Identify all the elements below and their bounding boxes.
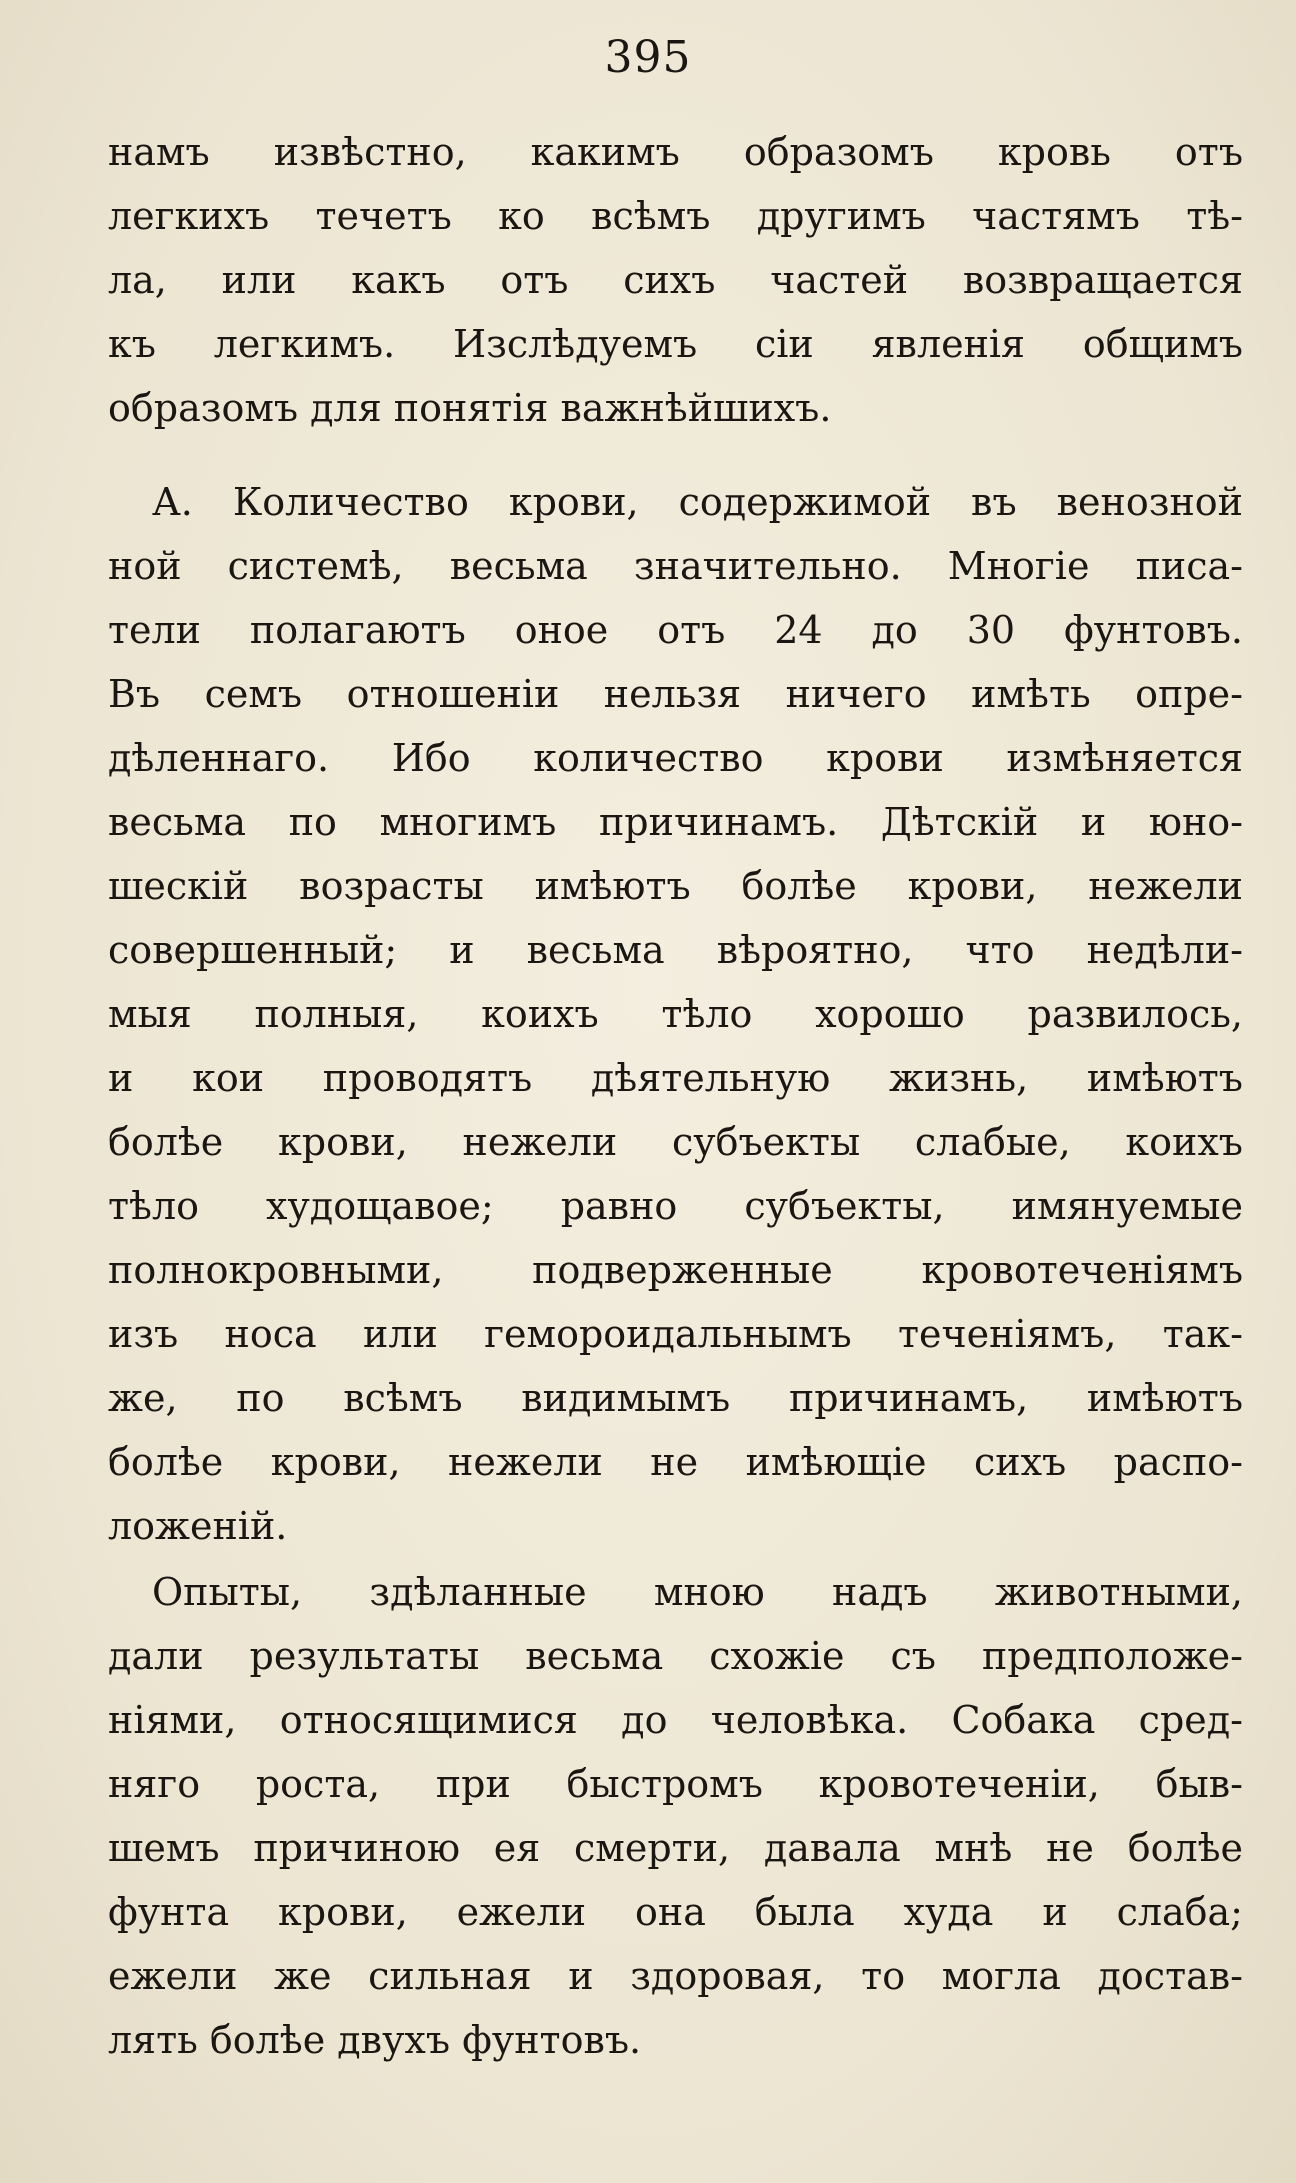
text-line: полнокровными, подверженные кровотеченіямъ: [108, 1248, 1243, 1292]
text-line: дѣленнаго. Ибо количество крови измѣняется: [108, 736, 1243, 780]
text-line: ежели же сильная и здоровая, то могла достав-: [108, 1954, 1243, 1998]
text-line: мыя полныя, коихъ тѣло хорошо развилось,: [108, 992, 1243, 1036]
text-line: совершенный; и весьма вѣроятно, что недѣли-: [108, 928, 1243, 972]
text-line: тели полагаютъ оное отъ 24 до 30 фунтовъ.: [108, 608, 1243, 652]
text-line: лять болѣе двухъ фунтовъ.: [108, 2018, 642, 2062]
text-line: ла, или какъ отъ сихъ частей возвращается: [108, 258, 1243, 302]
text-line: образомъ для понятія важнѣйшихъ.: [108, 386, 832, 430]
paragraph-2: [108, 470, 1243, 1558]
text-line: шемъ причиною ея смерти, давала мнѣ не болѣе: [108, 1826, 1243, 1870]
text-line: изъ носа или геморoидальнымъ теченіямъ, так-: [108, 1312, 1243, 1356]
paragraph-1: [108, 120, 1243, 440]
text-line: шескій возрасты имѣютъ болѣе крови, нежели: [108, 864, 1243, 908]
text-line: дали результаты весьма схожіе съ предположе-: [108, 1634, 1243, 1678]
text-line: няго роста, при быстромъ кровотеченіи, быв-: [108, 1762, 1243, 1806]
text-line: легкихъ течетъ ко всѣмъ другимъ частямъ тѣ-: [108, 194, 1243, 238]
text-line: и кои проводятъ дѣятельную жизнь, имѣютъ: [108, 1056, 1243, 1100]
page-number: 395: [604, 32, 692, 83]
text-line: тѣло худощавое; равно субъекты, имянуемые: [108, 1184, 1243, 1228]
text-line: болѣе крови, нежели не имѣющіе сихъ распо-: [108, 1440, 1243, 1484]
text-line: фунта крови, ежели она была худа и слаба;: [108, 1890, 1243, 1934]
text-line: весьма по многимъ причинамъ. Дѣтскій и юно-: [108, 800, 1243, 844]
text-line: къ легкимъ. Изслѣдуемъ сіи явленія общимъ: [108, 322, 1243, 366]
text-line: же, по всѣмъ видимымъ причинамъ, имѣютъ: [108, 1376, 1243, 1420]
text-line: болѣе крови, нежели субъекты слабые, коихъ: [108, 1120, 1243, 1164]
text-line: намъ извѣстно, какимъ образомъ кровь отъ: [108, 130, 1243, 174]
text-line: ной системѣ, весьма значительно. Многіе писа-: [108, 544, 1243, 588]
text-line: ніями, относящимися до человѣка. Собака сред-: [108, 1698, 1243, 1742]
text-line: А. Количество крови, содержимой въ венозной: [152, 480, 1243, 524]
text-line: Въ семъ отношеніи нельзя ничего имѣть опре-: [108, 672, 1243, 716]
paragraph-3: [108, 1560, 1243, 2072]
text-line: Опыты, здѣланные мною надъ животными,: [152, 1570, 1243, 1614]
text-line: ложеній.: [108, 1504, 288, 1548]
